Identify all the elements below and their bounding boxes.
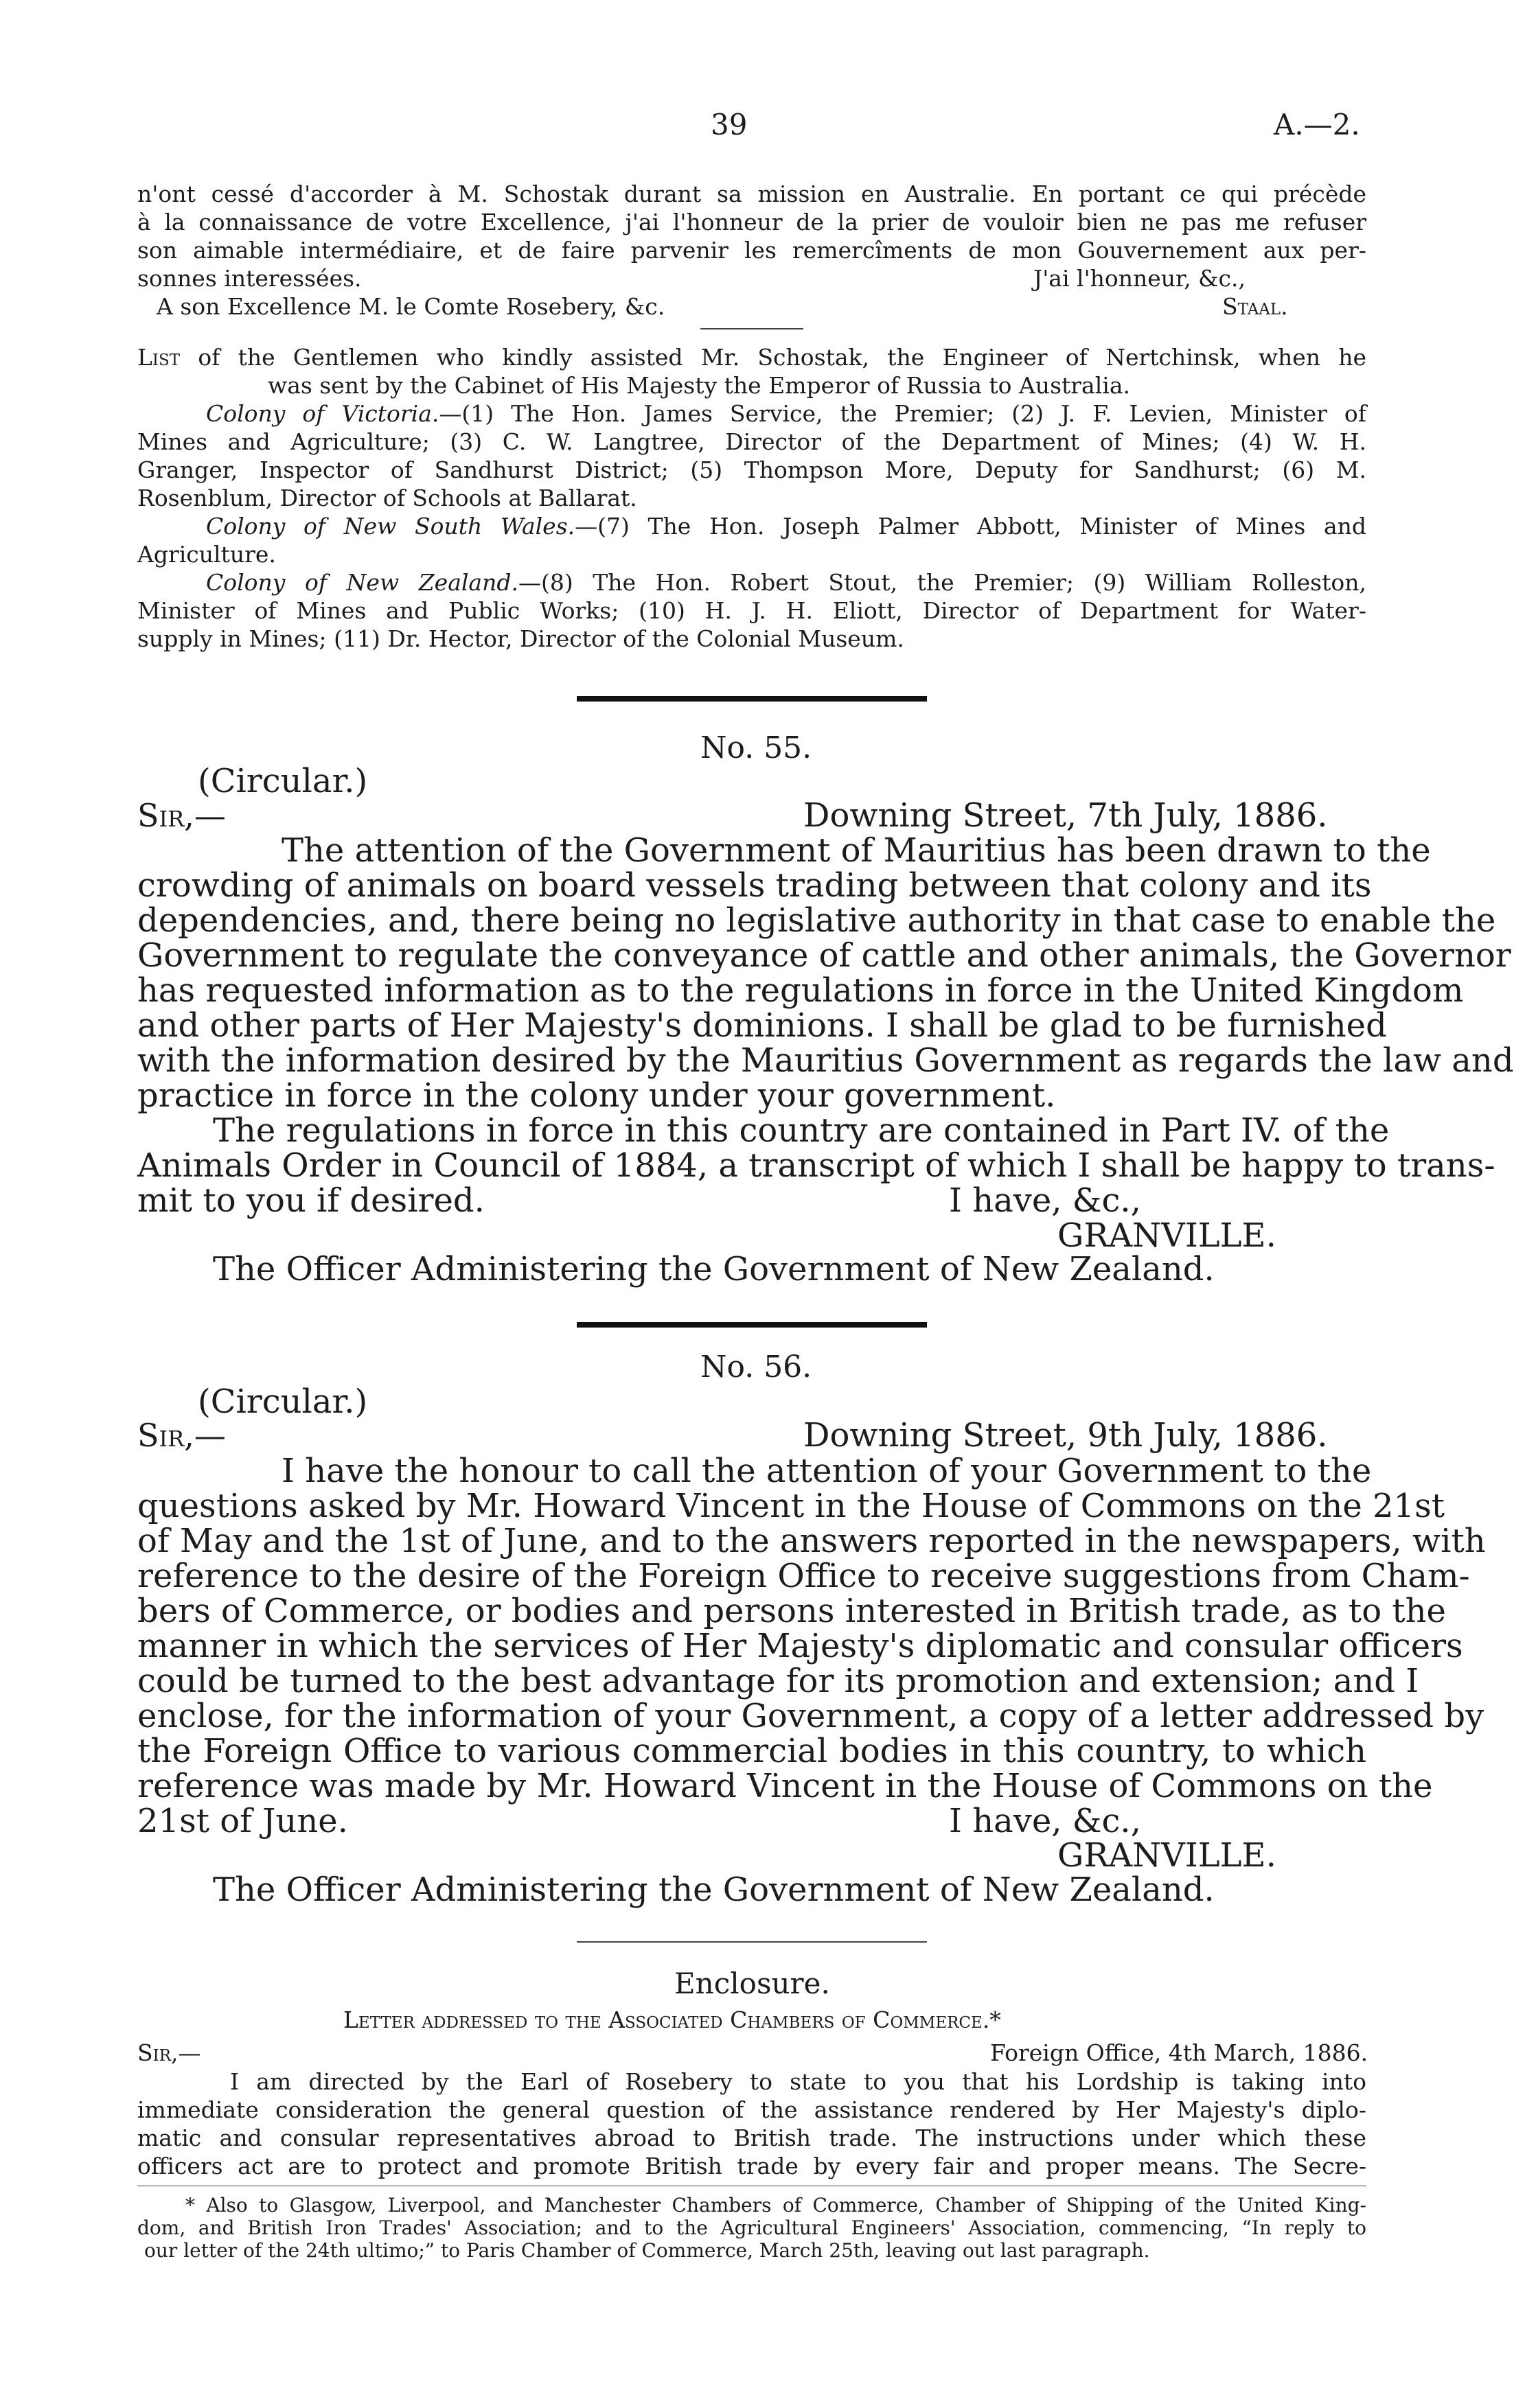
letter-56-circular: (Circular.): [198, 1382, 368, 1421]
text-line: Granger, Inspector of Sandhurst District; (5) Thompson More, Deputy for Sandhurst; (6) M.: [137, 456, 1366, 483]
text-line: practice in force in the colony under your government.: [137, 1076, 1056, 1115]
letter-56-addressee: The Officer Administering the Government of New Zealand.: [213, 1871, 1215, 1909]
text-line: and other parts of Her Majesty's dominions. I shall be glad to be furnished: [137, 1006, 1387, 1045]
text-line: of May and the 1st of June, and to the answers reported in the newspapers, with: [137, 1522, 1486, 1560]
text-line: enclose, for the information of your Government, a copy of a letter addressed by: [137, 1697, 1484, 1735]
letter-55-signature: GRANVILLE.: [1057, 1216, 1276, 1255]
french-closing: J'ai l'honneur, &c.,: [1033, 265, 1246, 292]
footnote-line: * Also to Glasgow, Liverpool, and Manchester Chambers of Commerce, Chamber of Shipping of the United King-: [185, 2194, 1366, 2216]
text-line: immediate consideration the general question of the assistance rendered by Her Majesty's diplo-: [137, 2096, 1366, 2123]
divider: [577, 1941, 927, 1943]
letter-55-circular: (Circular.): [198, 762, 368, 800]
text-line: Rosenblum, Director of Schools at Ballarat.: [137, 485, 637, 511]
footnote-line: dom, and British Iron Trades' Association; and to the Agricultural Engineers' Association, commencing, “In reply to: [137, 2216, 1366, 2239]
gentlemen-list: [137, 343, 1366, 653]
text-line: I am directed by the Earl of Rosebery to state to you that his Lordship is taking into: [230, 2068, 1366, 2095]
text-line: Mines and Agriculture; (3) C. W. Langtree, Director of the Department of Mines; (4) W. H.: [137, 428, 1366, 455]
text-line: bers of Commerce, or bodies and persons interested in British trade, as to the: [137, 1592, 1446, 1630]
list-heading-line2: was sent by the Cabinet of His Majesty the Emperor of Russia to Australia.: [268, 372, 1130, 399]
text-line: dependencies, and, there being no legislative authority in that case to enable the: [137, 901, 1496, 940]
letter-56-signature: GRANVILLE.: [1057, 1836, 1276, 1875]
nsw-entry: [137, 512, 1366, 540]
text-line: matic and consular representatives abroad to British trade. The instructions under which these: [137, 2125, 1366, 2151]
text-line: —(8) The Hon. Robert Stout, the Premier; (9) William Rolleston,: [518, 569, 1366, 596]
letter-55-place-date: Downing Street, 7th July, 1886.: [803, 796, 1328, 835]
text-line: —(1) The Hon. James Service, the Premier; (2) J. F. Levien, Minister of: [439, 400, 1366, 427]
french-addressee: A son Excellence M. le Comte Rosebery, &c.: [157, 293, 665, 320]
enclosure-subtitle: Letter addressed to the Associated Chambers of Commerce.*: [343, 2006, 1001, 2033]
nz-entry: [137, 568, 1366, 597]
text-line: reference to the desire of the Foreign Office to receive suggestions from Cham-: [137, 1557, 1470, 1595]
text-line: crowding of animals on board vessels trading between that colony and its: [137, 866, 1372, 905]
text-line: sonnes interessées.: [137, 265, 362, 292]
letter-55-salutation: Sir,—: [137, 797, 226, 834]
text-line: Animals Order in Council of 1884, a transcript of which I shall be happy to trans-: [137, 1146, 1495, 1185]
text-line: The regulations in force in this country are contained in Part IV. of the: [213, 1111, 1390, 1150]
text-line: The attention of the Government of Mauritius has been drawn to the: [282, 831, 1431, 870]
section-divider: [577, 696, 927, 702]
colony-label: Colony of Victoria.: [206, 400, 439, 427]
colony-label: Colony of New South Wales.: [206, 513, 575, 540]
victoria-entry: [137, 400, 1366, 428]
footnote: [137, 2194, 1366, 2262]
letter-55-number: No. 55.: [700, 730, 812, 765]
divider: [700, 328, 803, 329]
page-number: 39: [711, 108, 748, 141]
letter-56-number: No. 56.: [700, 1350, 812, 1385]
section-divider: [577, 1322, 927, 1328]
text-line: manner in which the services of Her Majesty's diplomatic and consular officers: [137, 1627, 1463, 1665]
text-line: questions asked by Mr. Howard Vincent in the House of Commons on the 21st: [137, 1487, 1445, 1525]
list-heading-rest: of the Gentlemen who kindly assisted Mr. Schostak, the Engineer of Nertchinsk, when he: [180, 344, 1366, 371]
text-line: à la connaissance de votre Excellence, j'ai l'honneur de la prier de vouloir bien ne pas me refuser: [137, 209, 1366, 235]
text-line: has requested information as to the regulations in force in the United Kingdom: [137, 971, 1464, 1010]
text-line: 21st of June.: [137, 1802, 348, 1840]
text-line: I have the honour to call the attention of your Government to the: [282, 1452, 1372, 1490]
text-line: with the information desired by the Mauritius Government as regards the law and: [137, 1041, 1514, 1080]
list-heading-first-word: List: [137, 344, 181, 371]
enclosure-salutation: Sir,—: [137, 2039, 201, 2066]
colony-label: Colony of New Zealand.: [206, 569, 518, 596]
footnote-line: our letter of the 24th ultimo;” to Paris Chamber of Commerce, March 25th, leaving out last paragraph.: [144, 2239, 1150, 2262]
enclosure-place-date: Foreign Office, 4th March, 1886.: [990, 2039, 1368, 2066]
text-line: the Foreign Office to various commercial bodies in this country, to which: [137, 1732, 1366, 1770]
text-line: reference was made by Mr. Howard Vincent in the House of Commons on the: [137, 1767, 1433, 1805]
text-line: could be turned to the best advantage for its promotion and extension; and I: [137, 1662, 1419, 1700]
letter-55-addressee: The Officer Administering the Government of New Zealand.: [213, 1250, 1215, 1288]
text-line: supply in Mines; (11) Dr. Hector, Director of the Colonial Museum.: [137, 625, 904, 652]
text-line: mit to you if desired.: [137, 1181, 485, 1220]
letter-55-body: [137, 831, 1514, 1220]
text-line: —(7) The Hon. Joseph Palmer Abbott, Minister of Mines and: [575, 513, 1366, 540]
list-heading: [137, 343, 1366, 371]
text-line: n'ont cessé d'accorder à M. Schostak durant sa mission en Australie. En portant ce qui précède: [137, 181, 1366, 207]
enclosure-title: Enclosure.: [674, 1967, 830, 2000]
letter-56-body: [137, 1452, 1486, 1840]
text-line: Agriculture.: [137, 541, 276, 568]
letter-55-closing: I have, &c.,: [949, 1181, 1141, 1220]
text-line: Minister of Mines and Public Works; (10) H. J. H. Eliott, Director of Department for Water-: [137, 597, 1366, 624]
french-signature: Staal.: [1222, 293, 1288, 320]
letter-56-closing: I have, &c.,: [949, 1802, 1141, 1840]
letter-56-salutation: Sir,—: [137, 1417, 226, 1454]
text-line: officers act are to protect and promote British trade by every fair and proper means. The Secre-: [137, 2153, 1366, 2179]
text-line: son aimable intermédiaire, et de faire parvenir les remercîments de mon Gouvernement aux per-: [137, 237, 1366, 264]
text-line: Government to regulate the conveyance of cattle and other animals, the Governor: [137, 936, 1511, 975]
enclosure-body: [137, 2068, 1366, 2180]
letter-56-place-date: Downing Street, 9th July, 1886.: [803, 1416, 1328, 1455]
document-reference: A.—2.: [1274, 108, 1360, 141]
